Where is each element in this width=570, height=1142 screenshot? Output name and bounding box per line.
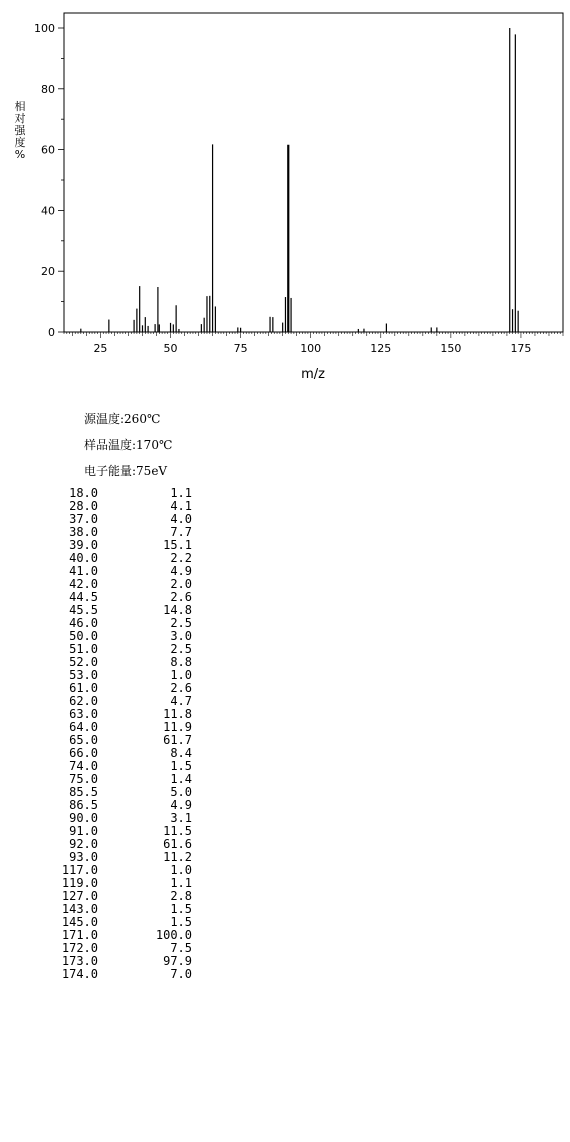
peak-mz: 37.0 [69,512,98,526]
peak-abundance: 14.8 [163,603,192,617]
peak-abundance: 2.2 [170,551,192,565]
peak-row [60,968,192,981]
peak-abundance: 2.6 [170,590,192,604]
peak-abundance: 5.0 [170,785,192,799]
peak-abundance: 7.7 [170,525,192,539]
plot-frame [64,13,563,332]
peak-mz: 145.0 [61,915,98,929]
peak-abundance: 4.9 [170,564,192,578]
peak-mz: 92.0 [69,837,98,851]
peak-abundance: 1.5 [170,915,192,929]
peak-mz: 74.0 [69,759,98,773]
x-tick-label: 75 [233,342,248,355]
x-tick-label: 25 [93,342,108,355]
peak-abundance: 1.0 [170,863,192,877]
peak-abundance: 1.1 [170,486,192,500]
y-tick-label: 100 [34,22,55,35]
peak-table [60,487,192,981]
peak-mz: 50.0 [69,629,98,643]
peak-mz: 174.0 [61,967,98,981]
peak-mz: 62.0 [69,694,98,708]
peak-abundance: 11.5 [163,824,192,838]
peak-abundance: 1.5 [170,902,192,916]
peak-abundance: 1.0 [170,668,192,682]
peak-mz: 66.0 [69,746,98,760]
peak-abundance: 7.0 [170,967,192,981]
peak-mz: 51.0 [69,642,98,656]
peak-mz: 127.0 [61,889,98,903]
peak-mz: 173.0 [61,954,98,968]
source-temperature: 源温度:260℃ [84,412,161,426]
peak-abundance: 4.1 [170,499,192,513]
x-axis-ticks [64,332,563,355]
peak-mz: 93.0 [69,850,98,864]
peak-mz: 75.0 [69,772,98,786]
peak-abundance: 4.9 [170,798,192,812]
peak-mz: 91.0 [69,824,98,838]
peak-mz: 119.0 [61,876,98,890]
mass-spectrum-chart [0,0,570,390]
y-axis-ticks [34,22,64,339]
peak-mz: 28.0 [69,499,98,513]
peak-abundance: 61.6 [163,837,192,851]
x-tick-label: 125 [370,342,392,355]
peak-bars [81,28,518,332]
x-tick-label: 100 [300,342,322,355]
peak-mz: 171.0 [61,928,98,942]
peak-mz: 64.0 [69,720,98,734]
x-tick-label: 50 [163,342,178,355]
peak-mz: 46.0 [69,616,98,630]
peak-mz: 65.0 [69,733,98,747]
peak-abundance: 97.9 [163,954,192,968]
peak-abundance: 2.8 [170,889,192,903]
peak-abundance: 1.1 [170,876,192,890]
peak-mz: 53.0 [69,668,98,682]
peak-abundance: 2.5 [170,642,192,656]
peak-mz: 117.0 [61,863,98,877]
peak-abundance: 7.5 [170,941,192,955]
peak-abundance: 11.8 [163,707,192,721]
y-tick-label: 0 [48,326,55,339]
peak-abundance: 1.5 [170,759,192,773]
peak-abundance: 61.7 [163,733,192,747]
peak-mz: 44.5 [69,590,98,604]
x-tick-label: 175 [510,342,532,355]
peak-mz: 42.0 [69,577,98,591]
peak-abundance: 11.9 [163,720,192,734]
peak-abundance: 100.0 [155,928,192,942]
peak-mz: 172.0 [61,941,98,955]
peak-abundance: 15.1 [163,538,192,552]
x-tick-label: 150 [440,342,462,355]
peak-abundance: 8.4 [170,746,192,760]
peak-mz: 39.0 [69,538,98,552]
peak-mz: 41.0 [69,564,98,578]
peak-abundance: 2.0 [170,577,192,591]
y-tick-label: 40 [41,204,55,218]
y-axis-label: 相对强度% [14,100,26,161]
peak-mz: 85.5 [69,785,98,799]
peak-mz: 40.0 [69,551,98,565]
peak-abundance: 4.0 [170,512,192,526]
y-tick-label: 20 [41,265,55,279]
electron-energy: 电子能量:75eV [84,464,168,478]
peak-abundance: 8.8 [170,655,192,669]
peak-mz: 18.0 [69,486,98,500]
sample-temperature: 样品温度:170℃ [84,438,173,452]
peak-mz: 45.5 [69,603,98,617]
peak-mz: 86.5 [69,798,98,812]
peak-mz: 63.0 [69,707,98,721]
peak-mz: 38.0 [69,525,98,539]
peak-abundance: 3.0 [170,629,192,643]
x-axis-label: m/z [301,367,325,382]
peak-mz: 52.0 [69,655,98,669]
peak-mz: 61.0 [69,681,98,695]
peak-abundance: 3.1 [170,811,192,825]
peak-abundance: 1.4 [170,772,192,786]
peak-mz: 143.0 [61,902,98,916]
y-tick-label: 60 [41,143,55,157]
peak-abundance: 2.6 [170,681,192,695]
peak-abundance: 2.5 [170,616,192,630]
y-tick-label: 80 [41,82,55,96]
peak-abundance: 4.7 [170,694,192,708]
peak-abundance: 11.2 [163,850,192,864]
peak-mz: 90.0 [69,811,98,825]
